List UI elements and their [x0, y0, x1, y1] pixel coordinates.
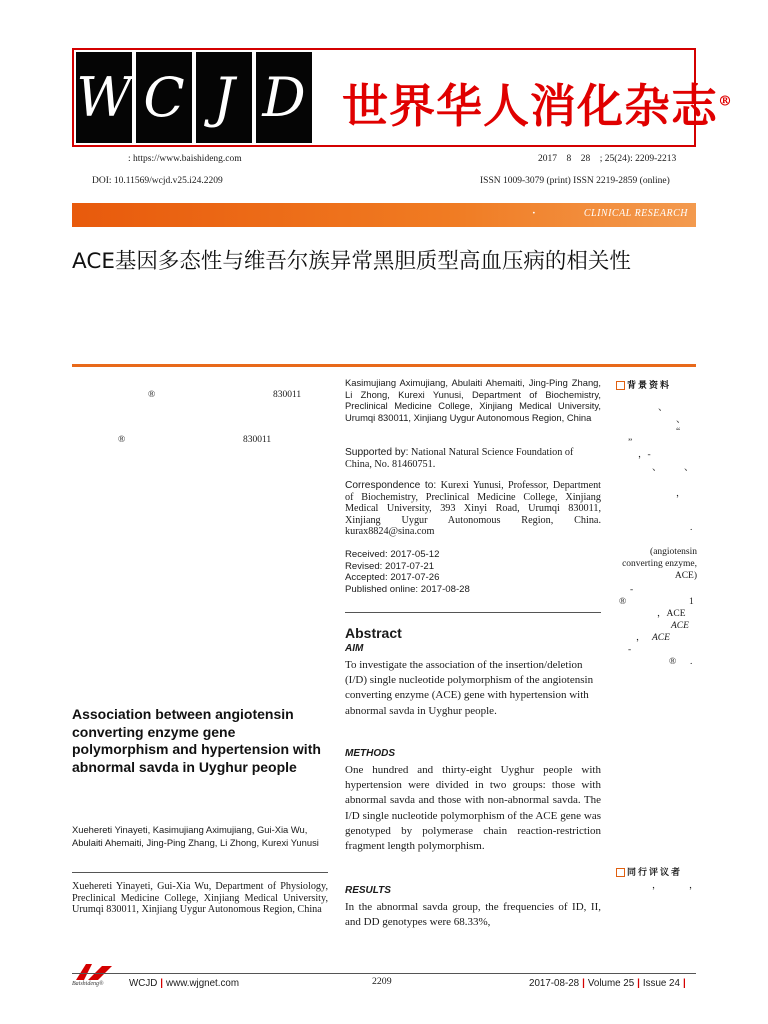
section-bar [72, 203, 696, 227]
publisher-logo-text: Baishideng® [72, 981, 104, 987]
publisher-logo [72, 962, 120, 990]
journal-cn-title [342, 70, 733, 136]
author-affiliation: Xuehereti Yinayeti, Gui-Xia Wu, Department of Physiology, Preclinical Medicine College, Xinjiang Medical University, Urumqi 830011, Xinjiang Uygur Autonomous Region, China [72, 881, 328, 916]
correspondence [345, 480, 601, 538]
logo-letter-w: W [76, 52, 132, 143]
publication-date-issue: 2017 8 28 ; 25(24): 2209-2213 [538, 154, 677, 164]
journal-masthead [72, 48, 733, 147]
sidebar-fragment: ® [669, 657, 677, 667]
cn-affil-2-code: 830011 [243, 435, 272, 445]
cn-affil-1-reg: ® [148, 390, 156, 400]
background-heading-text: 背景资料 [627, 381, 672, 391]
footer-separator: | [637, 978, 640, 989]
divider [345, 612, 601, 613]
sidebar-fragment: ，ACE [657, 609, 686, 619]
sidebar-fragment: ， [636, 633, 646, 643]
sidebar-fragment: 、 [658, 403, 668, 413]
methods-text: One hundred and thirty-eight Uyghur people with hypertension were divided in two groups: those with abnormal savda and those with non-abnormal savda. The I/D single nucleotide polymorphism of the ACE gene was genotyped by polymerase chain reaction-restriction fragment length polymorphism. [345, 764, 601, 853]
journal-cn-title-text: 世界华人消化杂志 [342, 79, 718, 133]
footer-rule [72, 973, 696, 974]
sidebar-fragment: 1 [689, 597, 694, 607]
cn-affil-2-reg: ® [118, 435, 126, 445]
methods-label: METHODS [345, 748, 395, 759]
english-title: Association between angiotensin converting enzyme gene polymorphism and hypertension with abnormal savda in Uyghur people [72, 706, 321, 775]
supported-label: Supported by: [345, 447, 409, 458]
doi-link[interactable]: DOI: 10.11569/wcjd.v25.i24.2209 [92, 176, 223, 186]
footer-date: 2017-08-28 [529, 978, 580, 989]
divider [72, 872, 328, 873]
cn-affil-1-code: 830011 [273, 390, 302, 400]
correspondence-text: Kurexi Yunusi, Professor, Department of Biochemistry, Preclinical Medicine College, Xinjiang Medical University, 393 Xinyi Road, Urumqi 830011, Xinjiang Uygur Autonomous Region, China. kurax8824@sina.com [345, 480, 602, 538]
sidebar-fragment: 、 [676, 415, 686, 425]
results-text: In the abnormal savda group, the frequencies of ID, II, and DD genotypes were 68.33%, [345, 901, 601, 929]
footer-issue-info [529, 978, 689, 989]
section-label: CLINICAL RESEARCH [583, 208, 688, 219]
page-number: 2209 [372, 976, 392, 987]
logo-letter-d: D [256, 52, 312, 143]
footer-website[interactable]: www.wjgnet.com [166, 978, 240, 989]
sidebar-fragment: ， [689, 881, 699, 891]
footer-journal [129, 978, 239, 989]
reviewer-heading-text: 同行评议者 [627, 868, 683, 878]
sidebar-fragment: - [630, 585, 634, 595]
aim-label: AIM [345, 643, 364, 654]
sidebar-fragment: - [628, 645, 632, 655]
sidebar-fragment: . [690, 657, 693, 667]
accepted-date: Accepted: 2017-07-26 [345, 572, 440, 584]
footer-journal-name: WCJD [129, 978, 158, 989]
supported-text: National Natural Science Foundation of China, No. 81460751. [345, 447, 574, 470]
abstract-heading: Abstract [345, 625, 402, 641]
article-title: ACE基因多态性与维吾尔族异常黑胆质型高血压病的相关性 [72, 249, 631, 274]
sidebar-fragment: 、 [684, 463, 694, 473]
title-rule [72, 364, 696, 367]
footer-separator: | [160, 978, 164, 989]
sidebar-fragment: ACE [652, 633, 670, 643]
article-dates [345, 549, 470, 595]
sidebar-ace-definition: (angiotensin converting enzyme, ACE) [622, 547, 697, 581]
received-date: Received: 2017-05-12 [345, 549, 440, 560]
logo-letter-j: J [196, 52, 252, 143]
sidebar-fragment: ACE [671, 621, 689, 631]
supported-by [345, 447, 601, 470]
issn: ISSN 1009-3079 (print) ISSN 2219-2859 (online) [480, 176, 670, 186]
sidebar-fragment: 、 [652, 463, 662, 473]
footer-volume: Volume 25 [587, 978, 635, 989]
sidebar-fragment: ，- [638, 450, 651, 460]
sidebar-fragment: ， [676, 489, 686, 499]
published-date: Published online: 2017-08-28 [345, 583, 470, 595]
sidebar-fragment: ® [619, 597, 627, 607]
footer-issue: Issue 24 [642, 978, 680, 989]
background-heading [616, 378, 671, 391]
registered-mark: ® [718, 93, 733, 110]
footer-separator: | [682, 978, 686, 989]
publisher-logo-mark-icon [72, 962, 120, 982]
section-mark: · [532, 207, 536, 219]
sidebar-fragment: ” [628, 438, 633, 448]
sidebar-fragment: ， [652, 881, 662, 891]
footer-separator: | [582, 978, 585, 989]
journal-website[interactable]: : https://www.baishideng.com [128, 154, 242, 164]
aim-text: To investigate the association of the insertion/deletion (I/D) single nucleotide polymorphism of the angiotensin converting enzyme (ACE) gene with hypertension with abnormal savda in Uyghur people. [345, 659, 594, 717]
heading-box-icon [616, 381, 625, 390]
results-label: RESULTS [345, 885, 391, 896]
sidebar-fragment: “ [676, 427, 681, 437]
sidebar-fragment: . [690, 523, 693, 533]
revised-date: Revised: 2017-07-21 [345, 560, 435, 572]
correspondence-label: Correspondence to: [345, 480, 437, 491]
heading-box-icon [616, 868, 625, 877]
author-list: Xuehereti Yinayeti, Kasimujiang Aximujiang, Gui-Xia Wu, Abulaiti Ahemaiti, Jing-Ping Zhang, Li Zhong, Kurexi Yunusi [72, 824, 319, 848]
logo-letter-c: C [136, 52, 192, 143]
reviewer-heading [616, 865, 682, 878]
affiliation-2: Kasimujiang Aximujiang, Abulaiti Ahemaiti, Jing-Ping Zhang, Li Zhong, Kurexi Yunusi, Department of Biochemistry, Preclinical Medicine College, Xinjiang Medical University, Urumqi 830011, Xinjiang Uygur Autonomous Region, China [345, 377, 601, 423]
